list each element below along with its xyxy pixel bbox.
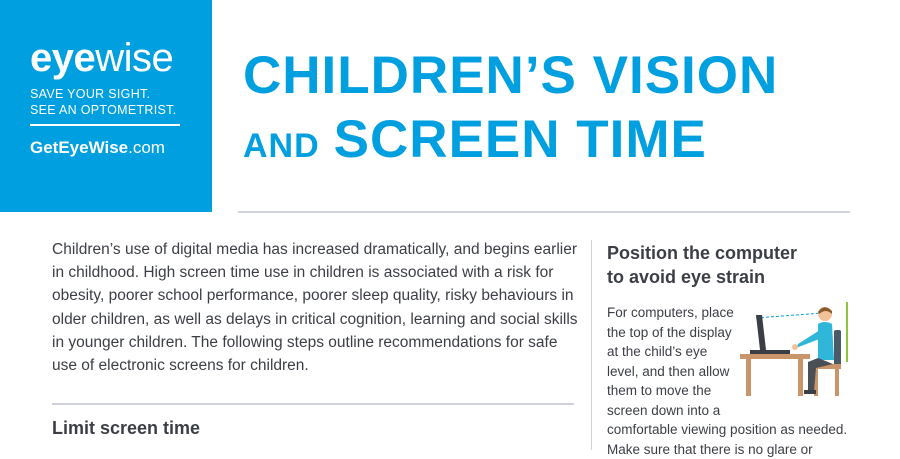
sidebar-line: them to move the — [607, 381, 737, 401]
header-divider — [238, 211, 850, 213]
sidebar-line: Make sure that there is no glare or — [607, 440, 857, 459]
section-divider — [52, 403, 574, 405]
sidebar-line: For computers, place — [607, 303, 737, 323]
tagline-line1: SAVE YOUR SIGHT. — [30, 86, 212, 102]
sidebar-line: at the child’s eye — [607, 342, 737, 362]
sidebar-heading — [607, 241, 847, 289]
limit-screen-time-heading: Limit screen time — [52, 418, 200, 439]
title-line1: CHILDREN’S VISION — [243, 48, 778, 104]
title-line2 — [243, 112, 778, 174]
sidebar-line: level, and then allow — [607, 362, 737, 382]
eyewise-logo — [30, 38, 212, 78]
logo-wise: wise — [95, 36, 173, 80]
site-url-name: GetEyeWise — [30, 138, 128, 157]
sidebar-heading-line2: to avoid eye strain — [607, 265, 847, 289]
sidebar-heading-line1: Position the computer — [607, 241, 847, 265]
intro-paragraph: Children’s use of digital media has increased dramatically, and begins earlier in childhood. High screen time use in children is associated with a risk for obesity, poorer school performance, poorer sleep quality, risky behaviours in older children, as well as delays in critical cognition, learning and social skills in younger children. The following steps outline recommendations for safe use of electronic screens for children. — [52, 238, 580, 377]
title-screen-time: SCREEN TIME — [334, 110, 707, 169]
column-divider — [591, 240, 592, 450]
logo-eye: eye — [30, 36, 95, 80]
brand-panel — [0, 0, 212, 212]
page-title — [243, 48, 778, 174]
title-and: AND — [243, 127, 320, 165]
site-url[interactable] — [30, 138, 212, 158]
brand-divider — [30, 124, 180, 126]
sidebar-line: the top of the display — [607, 323, 737, 343]
child-at-computer-illustration-icon — [738, 300, 850, 400]
tagline — [30, 86, 212, 118]
site-url-suffix: .com — [128, 138, 165, 157]
tagline-line2: SEE AN OPTOMETRIST. — [30, 102, 212, 118]
sidebar-line: comfortable viewing position as needed. — [607, 420, 857, 440]
sidebar-line: screen down into a — [607, 401, 737, 421]
